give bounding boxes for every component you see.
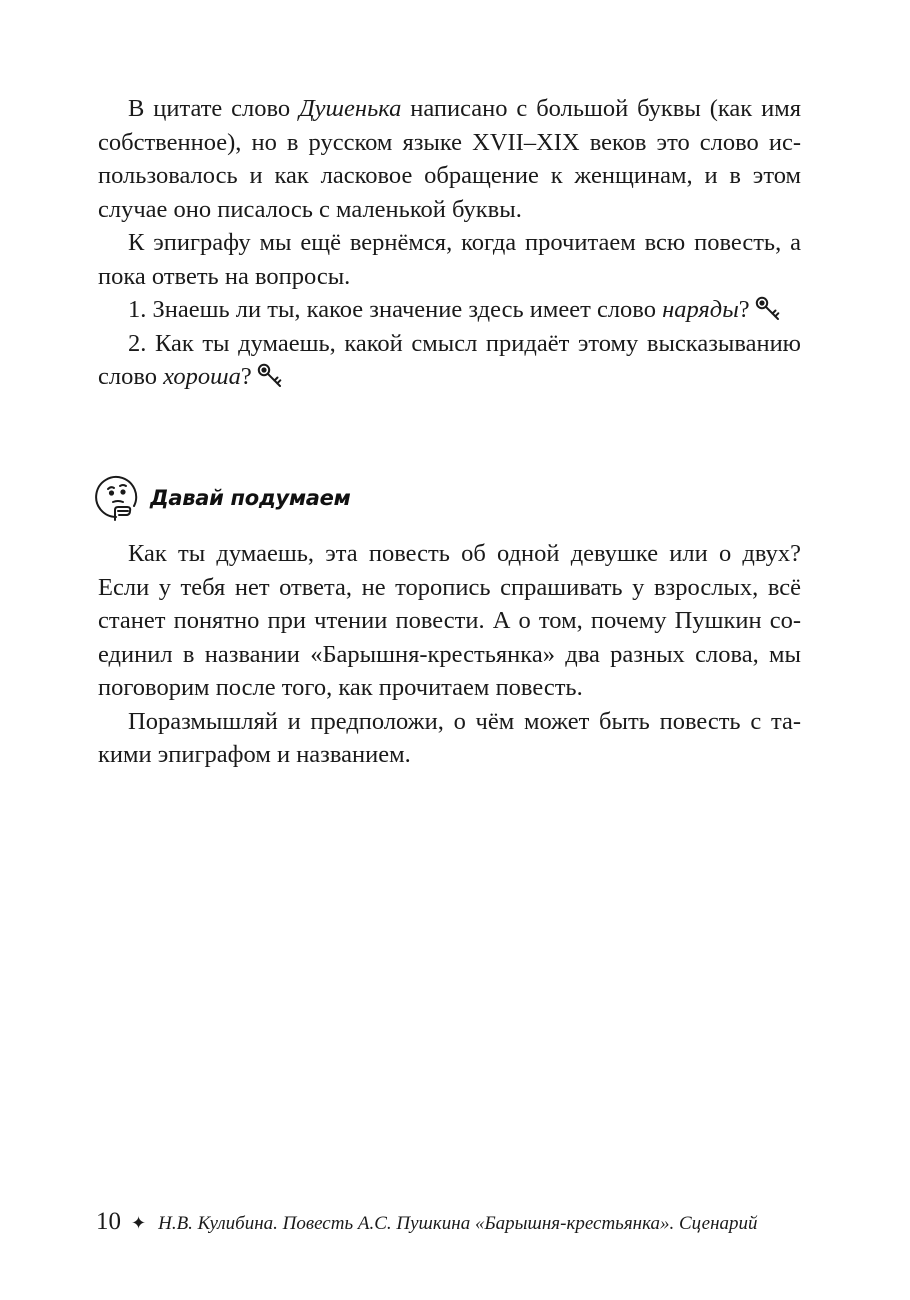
think-text-block (98, 537, 801, 772)
paragraph-dushenka-after: написано с большой буквы (как имя собственное), но в русском языке XVII–XIX веков это слово использовалось и как ласковое обращение к женщинам, и в этом случае оно писалось с маленькой буквы. (98, 95, 801, 223)
paragraph-epigraph: К эпиграфу мы ещё вернёмся, когда прочитаем всю повесть, а пока ответь на вопросы. (98, 229, 801, 290)
key-icon (256, 362, 284, 390)
intro-text-block (98, 92, 801, 394)
thinking-face-icon (94, 473, 144, 523)
question-2-before: 2. Как ты думаешь, какой смысл придаёт этому высказыванию слово (98, 329, 801, 390)
paragraph-one-or-two-girls: Как ты думаешь, эта повесть об одной девушке или о двух? Если у тебя нет ответа, не торопись спрашивать у взрослых, всё станет понятно при чтении повести. А о том, почему Пушкин соединил в названии «Барышня-крестьянка» два разных слова, мы поговорим после того, как прочитаем повесть. (98, 540, 801, 701)
footer-separator-star-icon: ✦ (131, 1213, 147, 1234)
paragraph-dushenka (98, 92, 801, 226)
page-footer (96, 1208, 758, 1248)
section-title: Давай подумаем (150, 486, 351, 510)
key-icon (754, 295, 782, 323)
page-number: 10 (96, 1208, 121, 1235)
section-heading (94, 470, 351, 526)
word-naryady: наряды (662, 296, 739, 323)
paragraph-dushenka-before: В цитате слово (128, 95, 300, 122)
word-dushenka: Душенька (299, 95, 402, 122)
question-2-after: ? (240, 363, 252, 390)
question-1 (98, 293, 801, 327)
question-2 (98, 327, 801, 394)
question-1-before: 1. Знаешь ли ты, какое значение здесь имеет слово (128, 296, 663, 323)
question-1-after: ? (738, 296, 750, 323)
word-khorosha: хороша (163, 363, 241, 390)
paragraph-reflect: Поразмышляй и предположи, о чём может быть повесть с такими эпиграфом и названием. (98, 707, 801, 768)
running-title: Н.В. Кулибина. Повесть А.С. Пушкина «Барышня-крестьянка». Сценарий (158, 1213, 758, 1234)
